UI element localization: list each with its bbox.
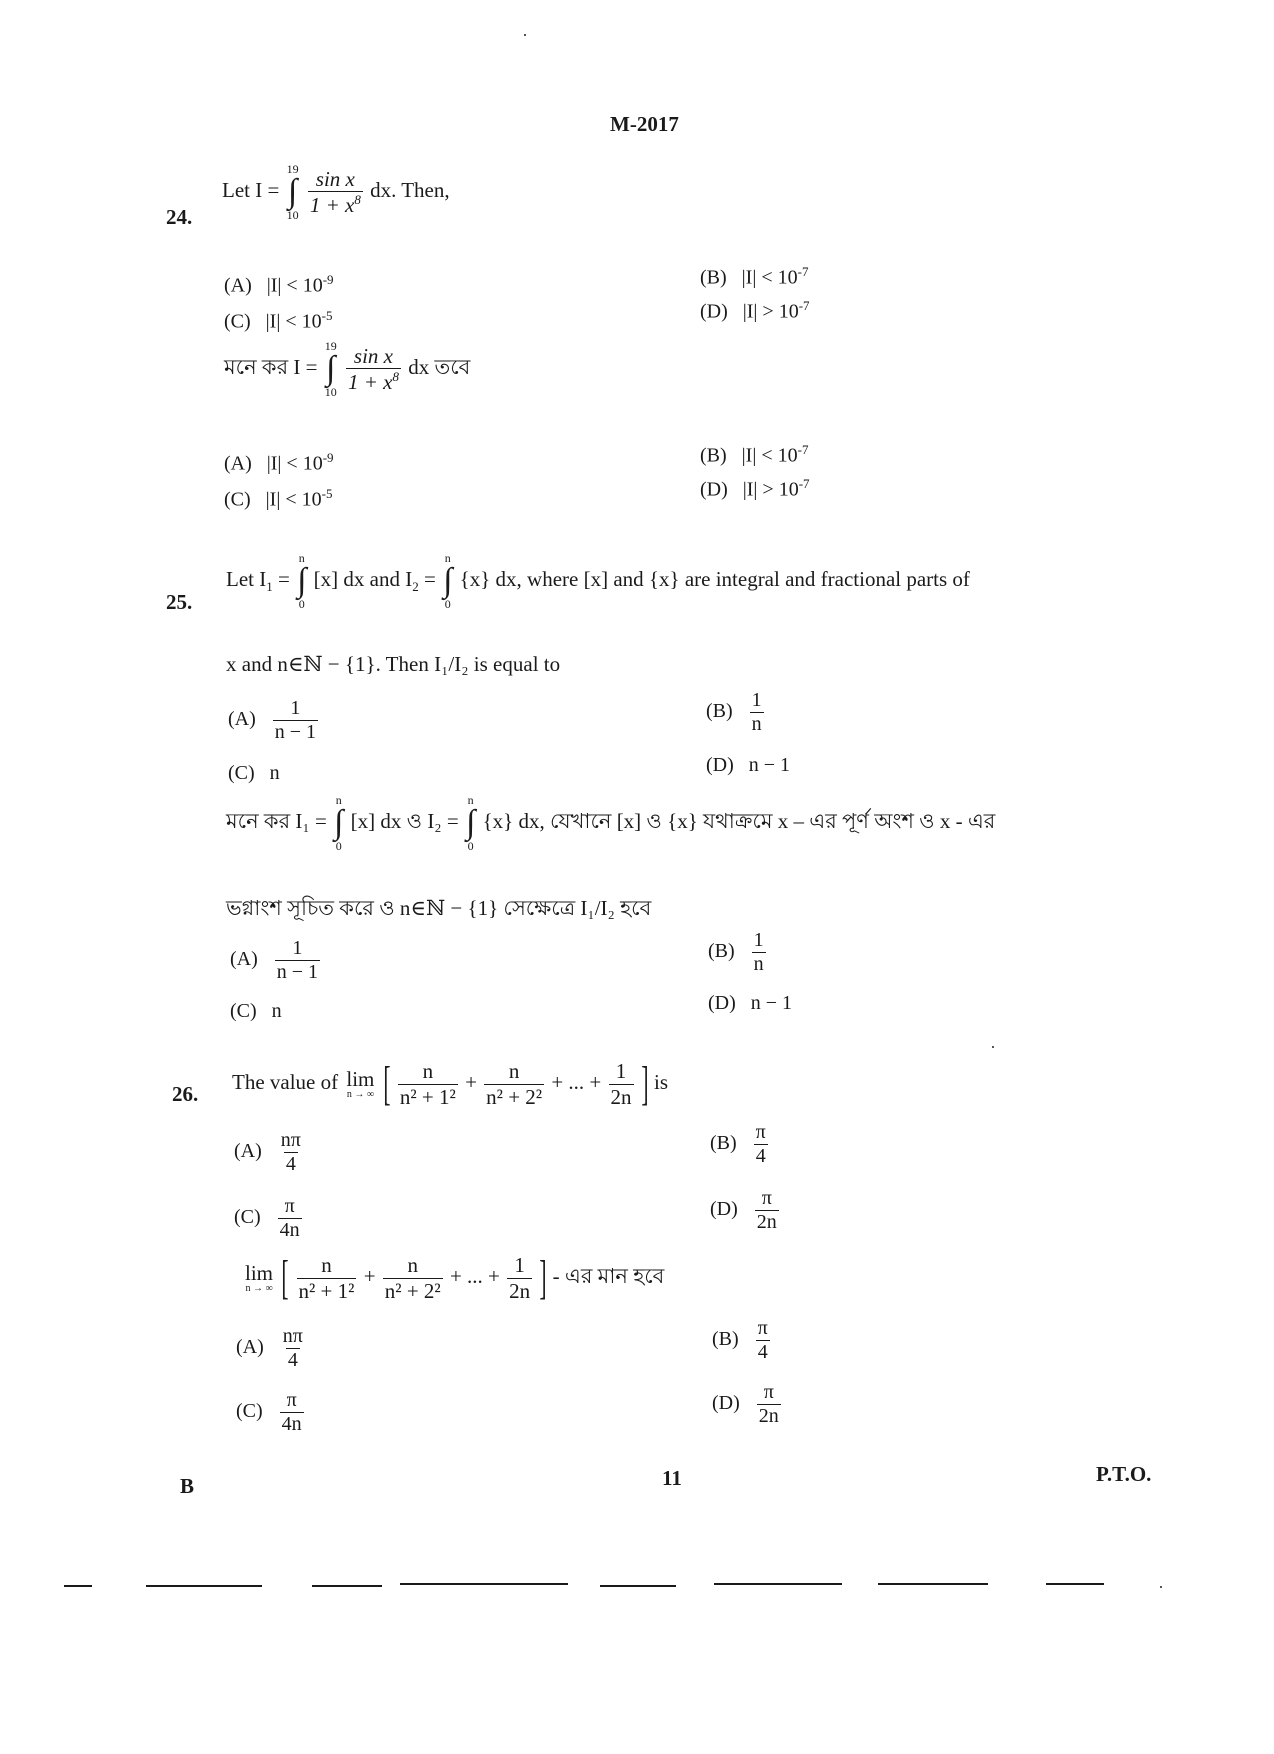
paper-code: M-2017 <box>610 112 679 136</box>
q26-bn-option-a[interactable]: (A) $\frac{n\pi}{4}$ <box>236 1325 303 1371</box>
q26-en-option-a[interactable]: (A) $\frac{n\pi}{4}$ <box>234 1129 301 1175</box>
q24-bn-option-d[interactable]: (D) $|I| > 10^{-7}$ <box>700 476 810 501</box>
scan-speck <box>1160 1586 1162 1588</box>
question-25-line2-en: x and n∈ℕ − {1}. Then I₁/I₂ is equal to <box>226 652 561 676</box>
question-25-stem-en: Let $I_1$ = n ∫ 0 [x] dx and $I_2$ = n ∫ 0 {x} dx, where [x] and {x} are integral and fractional parts of <box>226 551 970 611</box>
question-24-stem-en <box>222 163 450 221</box>
stem-suffix: dx. Then, <box>370 177 450 202</box>
q25-bn-option-b[interactable]: (B) $\frac{1}{n}$ <box>708 929 764 975</box>
scan-speck <box>524 34 526 36</box>
q26-bn-option-d[interactable]: (D) $\frac{\pi}{2n}$ <box>712 1381 779 1427</box>
question-26-number: 26. <box>172 1082 199 1106</box>
q24-bn-option-a[interactable]: (A) $|I| < 10^{-9}$ <box>224 450 334 475</box>
question-26-stem-en: The value of lim n → ∞ [ $\frac{n}{\text{n² + 1²}}$ + $\frac{n}{\text{n² + 2²}}$ + ... + $\frac{1}{2n}$ ] is <box>232 1057 669 1110</box>
question-25-line2-bn: ভগ্নাংশ সূচিত করে ও n∈ℕ − {1} সেক্ষেত্রে I₁/I₂ হবে <box>226 896 652 920</box>
scan-speck <box>992 1046 994 1048</box>
page-number: 11 <box>662 1466 682 1490</box>
bottom-rule-segment <box>714 1583 842 1585</box>
question-25-number: 25. <box>166 590 193 614</box>
stem-suffix-bn: dx তবে <box>408 354 471 379</box>
q26-en-option-b[interactable]: (B) $\frac{\pi}{4}$ <box>710 1121 766 1167</box>
bottom-rule-segment <box>400 1583 568 1585</box>
q25-bn-option-d[interactable]: (D) n − 1 <box>708 992 793 1014</box>
q26-en-option-d[interactable]: (D) $\frac{\pi}{2n}$ <box>710 1187 777 1233</box>
q24-en-option-c[interactable]: (C) $|I| < 10^{-5}$ <box>224 308 333 333</box>
q24-en-option-a[interactable]: (A) $|I| < 10^{-9}$ <box>224 272 334 297</box>
integral-upper: 19 <box>286 162 299 176</box>
integral-sign: 19 ∫ 10 <box>324 339 337 399</box>
stem-prefix-bn: মনে কর I = <box>224 354 318 379</box>
q25-en-option-d[interactable]: (D) n − 1 <box>706 754 791 776</box>
q26-en-option-c[interactable]: (C) $\frac{\pi}{4n}$ <box>234 1195 300 1241</box>
q25-bn-option-a[interactable]: (A) $\frac{1}{n - 1}$ <box>230 937 319 983</box>
booklet-series: B <box>180 1474 195 1498</box>
integral-sign: n ∫ 0 <box>297 551 307 611</box>
q25-en-option-c[interactable]: (C) n <box>228 762 280 784</box>
q26-bn-option-c[interactable]: (C) $\frac{\pi}{4n}$ <box>236 1389 302 1435</box>
q25-en-option-a[interactable]: (A) $\frac{1}{n - 1}$ <box>228 697 317 743</box>
bottom-rule-segment <box>312 1585 382 1587</box>
integral-lower: 10 <box>286 208 299 222</box>
limit-operator: lim n → ∞ <box>245 1260 274 1294</box>
bottom-rule-segment <box>878 1583 988 1585</box>
question-25-stem-bn: মনে কর I₁ = n ∫ 0 [x] dx ও I₂ = n ∫ 0 {x} dx, যেখানে [x] ও {x} যথাক্রমে x – এর পূর্ণ অংশ ও x - এর <box>226 793 996 853</box>
q24-bn-option-b[interactable]: (B) $|I| < 10^{-7}$ <box>700 442 809 467</box>
integral-sign: n ∫ 0 <box>465 793 476 853</box>
integrand-numerator: sin x <box>315 166 355 191</box>
question-24-stem-bn <box>224 340 470 398</box>
bottom-rule-segment <box>146 1585 262 1587</box>
integral-sign: 19 ∫ 10 <box>286 162 299 222</box>
please-turn-over: P.T.O. <box>1096 1462 1152 1486</box>
q24-en-option-b[interactable]: (B) $|I| < 10^{-7}$ <box>700 264 809 289</box>
bottom-rule-segment <box>600 1585 676 1587</box>
q24-en-option-d[interactable]: (D) $|I| > 10^{-7}$ <box>700 298 810 323</box>
q25-en-option-b[interactable]: (B) $\frac{1}{n}$ <box>706 689 762 735</box>
question-26-stem-bn: lim n → ∞ [ $\frac{n}{\text{n² + 1²}}$ + $\frac{n}{\text{n² + 2²}}$ + ... + $\frac{1}{2n}$ ] - এর মান হবে <box>245 1251 665 1304</box>
integral-sign: n ∫ 0 <box>443 551 453 611</box>
q25-bn-option-c[interactable]: (C) n <box>230 1000 282 1022</box>
q24-bn-option-c[interactable]: (C) $|I| < 10^{-5}$ <box>224 486 333 511</box>
integrand-denominator: $1 + x^8$ <box>309 192 361 217</box>
limit-operator: lim n → ∞ <box>346 1066 375 1100</box>
bottom-rule-segment <box>64 1585 92 1587</box>
question-24-number: 24. <box>166 205 193 229</box>
bottom-rule-segment <box>1046 1583 1104 1585</box>
integrand-fraction: $\frac{\text{sin x}}{1 + x^8}$ <box>347 343 399 394</box>
stem-prefix: Let I = <box>222 177 280 202</box>
integrand-fraction <box>308 168 363 216</box>
integral-sign: n ∫ 0 <box>334 793 344 853</box>
q26-bn-option-b[interactable]: (B) $\frac{\pi}{4}$ <box>712 1317 768 1363</box>
